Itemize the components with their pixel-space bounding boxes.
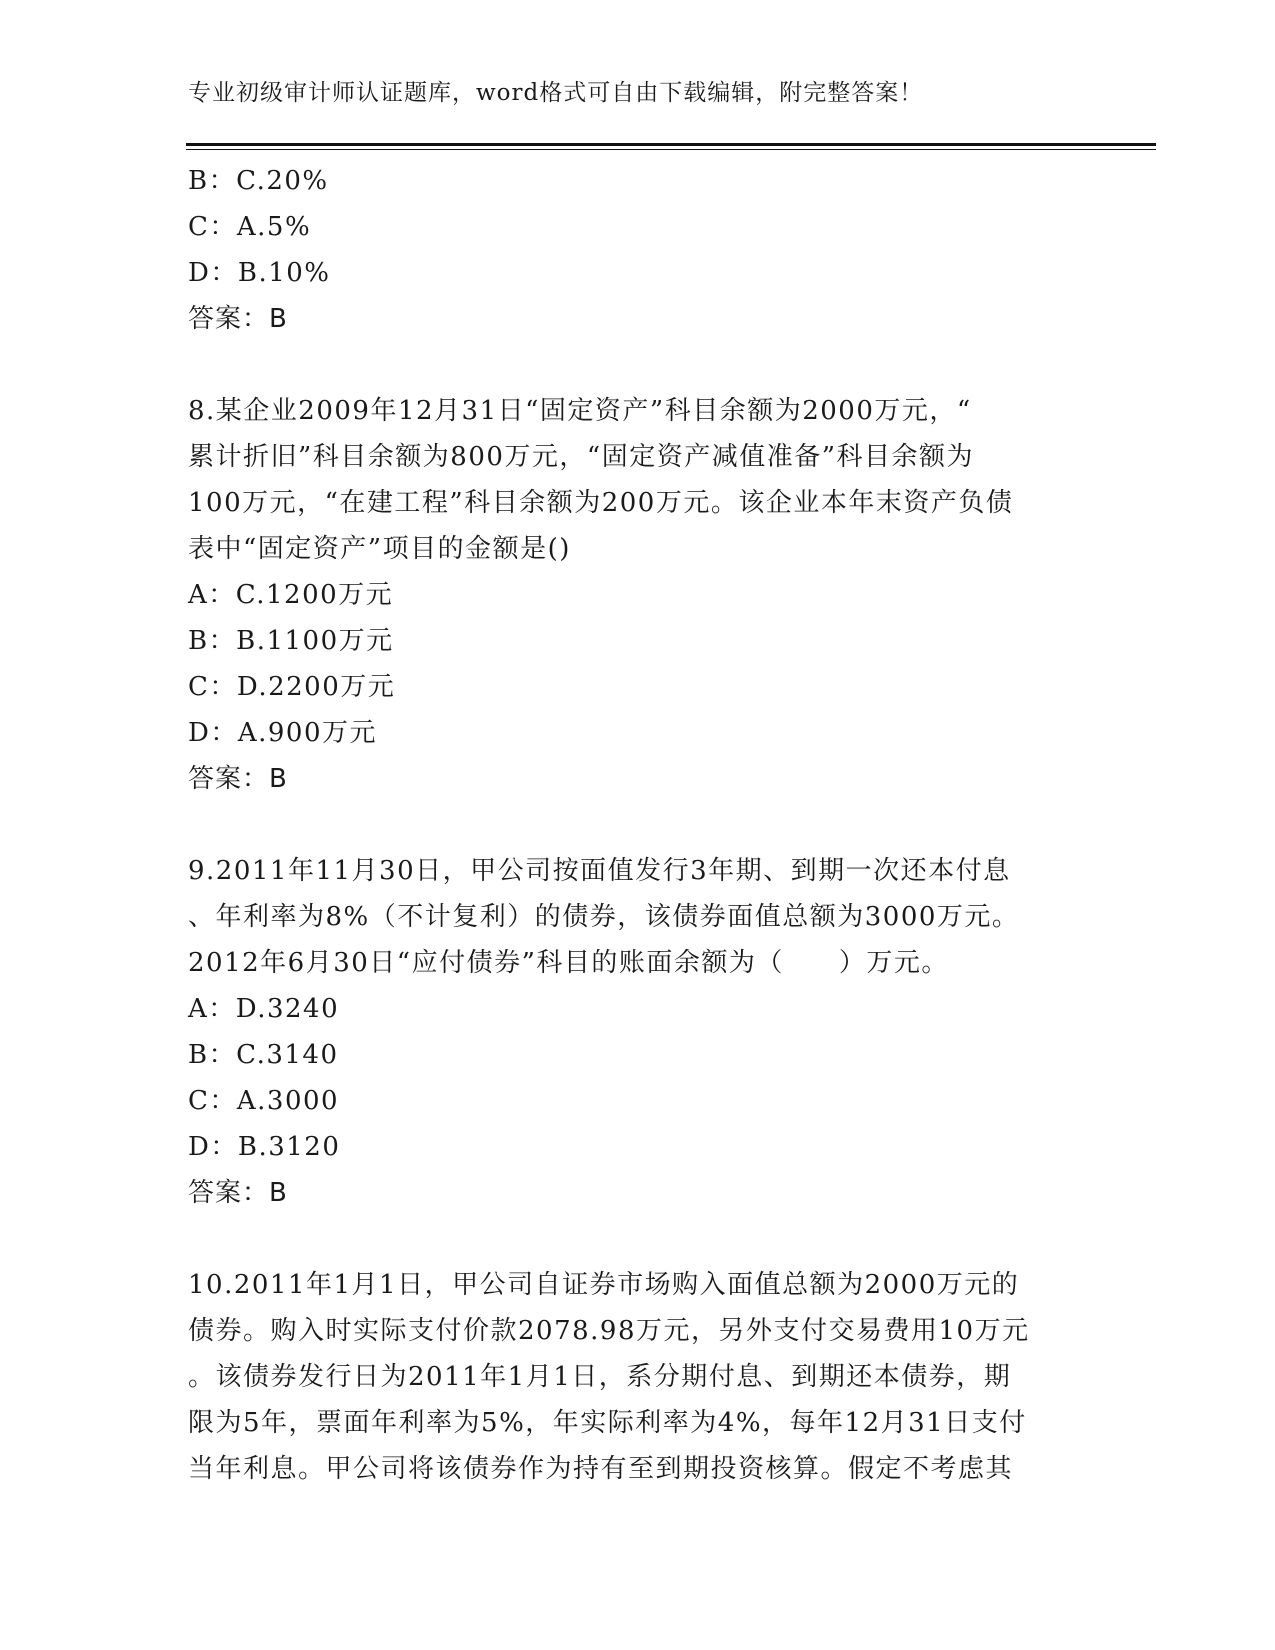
- question-text-line: 当年利息。甲公司将该债券作为持有至到期投资核算。假定不考虑其: [188, 1454, 1014, 1484]
- spacer: [188, 802, 1088, 848]
- spacer: [188, 1216, 1088, 1262]
- header-rule-thin: [186, 149, 1156, 150]
- question-text-line: 2012年6月30日“应付债券”科目的账面余额为（ ）万元。: [188, 948, 949, 978]
- question-text-line: 限为5年，票面年利率为5%，年实际利率为4%，每年12月31日支付: [188, 1408, 1027, 1438]
- option-a: A：C.1200万元: [188, 580, 394, 610]
- question-text-line: 债券。购入时实际支付价款2078.98万元，另外支付交易费用10万元: [188, 1316, 1030, 1346]
- spacer: [188, 342, 1088, 388]
- question-text-line: 、年利率为8%（不计复利）的债券，该债券面值总额为3000万元。: [188, 902, 1020, 932]
- question-text-line: 100万元，“在建工程”科目余额为200万元。该企业本年末资产负债: [188, 488, 1014, 518]
- question-block-9: [188, 848, 1088, 1216]
- option-b: B：B.1100万元: [188, 626, 394, 656]
- option-a: A：D.3240: [188, 994, 340, 1024]
- question-text-line: 9.2011年11月30日，甲公司按面值发行3年期、到期一次还本付息: [188, 856, 1011, 886]
- answer-line: 答案：B: [188, 1178, 288, 1208]
- option-c: C：A.5%: [188, 212, 312, 242]
- question-text-line: 8.某企业2009年12月31日“固定资产”科目余额为2000万元，“: [188, 396, 972, 426]
- header-rule-thick: [186, 143, 1156, 146]
- question-block-8: [188, 388, 1088, 802]
- question-text-line: 。该债券发行日为2011年1月1日，系分期付息、到期还本债券，期: [188, 1362, 1012, 1392]
- question-text-line: 10.2011年1月1日，甲公司自证券市场购入面值总额为2000万元的: [188, 1270, 1020, 1300]
- option-c: C：D.2200万元: [188, 672, 396, 702]
- answer-line: 答案：B: [188, 304, 288, 334]
- option-b: B：C.20%: [188, 166, 329, 196]
- question-block-7: [188, 158, 1088, 342]
- question-list: [188, 158, 1088, 1492]
- page-header: 专业初级审计师认证题库，word格式可自由下载编辑，附完整答案！: [188, 80, 924, 106]
- question-block-10: [188, 1262, 1088, 1492]
- option-d: D：B.3120: [188, 1132, 341, 1162]
- question-text-line: 表中“固定资产”项目的金额是(): [188, 534, 571, 564]
- option-c: C：A.3000: [188, 1086, 340, 1116]
- option-d: D：B.10%: [188, 258, 331, 288]
- option-b: B：C.3140: [188, 1040, 339, 1070]
- option-d: D：A.900万元: [188, 718, 378, 748]
- answer-line: 答案：B: [188, 764, 288, 794]
- question-text-line: 累计折旧”科目余额为800万元，“固定资产减值准备”科目余额为: [188, 442, 975, 472]
